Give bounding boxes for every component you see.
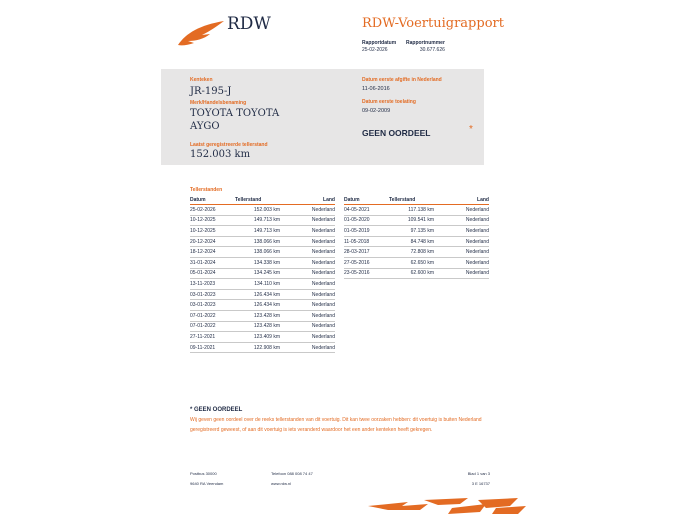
- table-row: [344, 215, 489, 226]
- report-date-block: [362, 40, 396, 54]
- cell-land: Nederland: [280, 205, 335, 216]
- cell-datum: 27-05-2016: [344, 257, 389, 268]
- table-row: [190, 310, 335, 321]
- cell-datum: 10-12-2025: [190, 226, 235, 237]
- note-title: * GEEN OORDEEL: [190, 407, 243, 413]
- table-row: [190, 236, 335, 247]
- table-row: [190, 300, 335, 311]
- footer-code: 3 E 16737: [471, 481, 490, 486]
- cell-datum: 09-11-2021: [190, 342, 235, 353]
- table-row: [190, 342, 335, 353]
- cell-datum: 25-02-2026: [190, 205, 235, 216]
- table-header-row: [344, 196, 489, 205]
- table-row: [190, 289, 335, 300]
- table-row: [344, 268, 489, 279]
- table-row: [190, 247, 335, 258]
- cell-land: Nederland: [280, 268, 335, 279]
- cell-land: Nederland: [280, 300, 335, 311]
- footer-plaats: 9640 RA Veendam: [190, 481, 224, 486]
- cell-tellerstand: 126.434 km: [235, 300, 280, 311]
- cell-datum: 01-05-2020: [344, 215, 389, 226]
- cell-tellerstand: 152.003 km: [235, 205, 280, 216]
- table-row: [190, 321, 335, 332]
- cell-land: Nederland: [280, 226, 335, 237]
- cell-tellerstand: 138.066 km: [235, 247, 280, 258]
- kenteken-value: JR-195-J: [190, 86, 232, 97]
- cell-tellerstand: 72.808 km: [389, 247, 434, 258]
- cell-land: Nederland: [434, 226, 489, 237]
- cell-land: Nederland: [280, 289, 335, 300]
- cell-tellerstand: 134.245 km: [235, 268, 280, 279]
- merk-value-line1: TOYOTA TOYOTA: [190, 108, 280, 119]
- note-text: Wij geven geen oordeel over de reeks tellerstanden van dit voertuig. Dit kan twee oorzaken hebben: dit voertuig is buiten Nederland geregistreerd geweest, of aan dit voertuig is iets veranderd waardoor het een ander kenteken heeft gekregen.: [190, 417, 482, 433]
- table-row: [344, 247, 489, 258]
- afgifte-nl-value: 11-06-2016: [362, 86, 390, 92]
- oordeel-status: GEEN OORDEEL: [362, 128, 431, 138]
- cell-datum: 20-12-2024: [190, 236, 235, 247]
- footer-postbus: Postbus 30000: [190, 471, 217, 476]
- cell-datum: 07-01-2022: [190, 321, 235, 332]
- cell-land: Nederland: [434, 205, 489, 216]
- cell-land: Nederland: [280, 310, 335, 321]
- toelating-value: 09-02-2009: [362, 108, 391, 114]
- cell-datum: 11-05-2018: [344, 236, 389, 247]
- table-row: [344, 236, 489, 247]
- cell-datum: 03-01-2023: [190, 289, 235, 300]
- table-row: [344, 226, 489, 237]
- oordeel-mark: *: [469, 124, 473, 135]
- teller-value: 152.003 km: [190, 149, 251, 160]
- cell-datum: 10-12-2025: [190, 215, 235, 226]
- merk-label: Merk/Handelsbenaming: [190, 100, 247, 106]
- teller-label: Laatst geregistreerde tellerstand: [190, 142, 268, 148]
- report-title: RDW-Voertuigrapport: [362, 16, 504, 31]
- cell-datum: 27-11-2021: [190, 332, 235, 343]
- col-datum: Datum: [344, 196, 389, 205]
- cell-datum: 03-01-2023: [190, 300, 235, 311]
- cell-tellerstand: 122.908 km: [235, 342, 280, 353]
- col-datum: Datum: [190, 196, 235, 205]
- cell-land: Nederland: [434, 257, 489, 268]
- cell-datum: 13-11-2023: [190, 279, 235, 290]
- cell-datum: 31-01-2024: [190, 257, 235, 268]
- cell-datum: 18-12-2024: [190, 247, 235, 258]
- cell-datum: 28-03-2017: [344, 247, 389, 258]
- cell-tellerstand: 109.541 km: [389, 215, 434, 226]
- table-row: [190, 257, 335, 268]
- cell-datum: 23-05-2016: [344, 268, 389, 279]
- cell-tellerstand: 134.110 km: [235, 279, 280, 290]
- brand-name: RDW: [227, 14, 271, 34]
- cell-datum: 07-01-2022: [190, 310, 235, 321]
- report-number-block: [406, 40, 445, 54]
- table-row: [344, 205, 489, 216]
- table-row: [190, 226, 335, 237]
- cell-land: Nederland: [434, 268, 489, 279]
- footer-telefoon: Telefoon 088 008 74 47: [271, 471, 313, 476]
- table-row: [344, 257, 489, 268]
- cell-land: Nederland: [280, 247, 335, 258]
- cell-tellerstand: 84.748 km: [389, 236, 434, 247]
- cell-tellerstand: 123.428 km: [235, 321, 280, 332]
- cell-land: Nederland: [434, 236, 489, 247]
- cell-land: Nederland: [434, 247, 489, 258]
- cell-land: Nederland: [434, 215, 489, 226]
- tellerstanden-table-left: [190, 196, 335, 353]
- rdw-logo-icon: [176, 19, 226, 47]
- cell-datum: 04-05-2021: [344, 205, 389, 216]
- cell-land: Nederland: [280, 257, 335, 268]
- cell-tellerstand: 126.434 km: [235, 289, 280, 300]
- col-tellerstand: Tellerstand: [389, 196, 434, 205]
- cell-tellerstand: 134.338 km: [235, 257, 280, 268]
- report-date: 25-02-2026: [362, 47, 388, 53]
- cell-land: Nederland: [280, 236, 335, 247]
- table-row: [190, 215, 335, 226]
- cell-land: Nederland: [280, 279, 335, 290]
- decorative-stripes-icon: [368, 496, 528, 514]
- footer-blad: Blad 1 van 3: [467, 471, 490, 476]
- cell-tellerstand: 117.138 km: [389, 205, 434, 216]
- cell-datum: 05-01-2024: [190, 268, 235, 279]
- cell-tellerstand: 138.066 km: [235, 236, 280, 247]
- table-row: [190, 332, 335, 343]
- report-number: 30.677.626: [419, 47, 445, 53]
- col-land: Land: [280, 196, 335, 205]
- table-row: [190, 205, 335, 216]
- cell-datum: 01-05-2019: [344, 226, 389, 237]
- cell-land: Nederland: [280, 332, 335, 343]
- table-header-row: [190, 196, 335, 205]
- cell-tellerstand: 123.428 km: [235, 310, 280, 321]
- cell-land: Nederland: [280, 215, 335, 226]
- footer-website[interactable]: [271, 481, 291, 486]
- afgifte-nl-label: Datum eerste afgifte in Nederland: [362, 77, 442, 83]
- cell-tellerstand: 149.713 km: [235, 215, 280, 226]
- cell-tellerstand: 123.409 km: [235, 332, 280, 343]
- col-tellerstand: Tellerstand: [235, 196, 280, 205]
- toelating-label: Datum eerste toelating: [362, 99, 416, 105]
- kenteken-label: Kenteken: [190, 77, 213, 83]
- cell-tellerstand: 62.650 km: [389, 257, 434, 268]
- cell-land: Nederland: [280, 342, 335, 353]
- tellerstanden-table-right: [344, 196, 489, 279]
- col-land: Land: [434, 196, 489, 205]
- table-row: [190, 279, 335, 290]
- cell-tellerstand: 97.135 km: [389, 226, 434, 237]
- website-link[interactable]: www.rdw.nl: [271, 481, 292, 486]
- report-number-label: Rapportnummer: [406, 40, 445, 46]
- cell-tellerstand: 62.600 km: [389, 268, 434, 279]
- merk-value-line2: AYGO: [190, 121, 220, 132]
- report-date-label: Rapportdatum: [362, 40, 397, 46]
- tellerstanden-title: Tellerstanden: [190, 187, 223, 193]
- cell-land: Nederland: [280, 321, 335, 332]
- cell-tellerstand: 149.713 km: [235, 226, 280, 237]
- table-row: [190, 268, 335, 279]
